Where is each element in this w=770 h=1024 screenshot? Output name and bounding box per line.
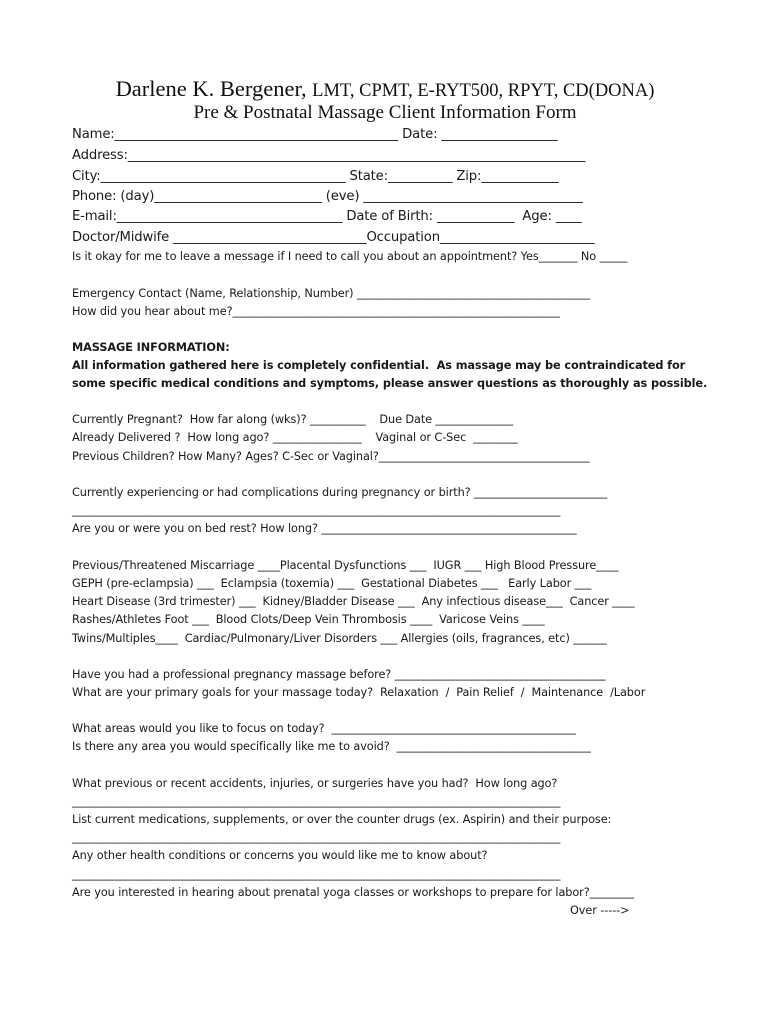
pregnancy-status-field[interactable]: Currently Pregnant? How far along (wks)? __________ Due Date ______________ [72, 413, 514, 426]
practitioner-credentials: LMT, CPMT, E-RYT500, RPYT, CD(DONA) [312, 81, 655, 101]
referral-source-field[interactable]: How did you hear about me?___________________________________________________________ [72, 305, 560, 318]
phone-field[interactable]: Phone: (day)__________________________ (eve) __________________________________ [72, 189, 583, 204]
injuries-answer-line[interactable]: ________________________________________________________________________________________ [72, 795, 561, 808]
emergency-contact-field[interactable]: Emergency Contact (Name, Relationship, Number) __________________________________________ [72, 287, 591, 300]
injuries-question: What previous or recent accidents, injuries, or surgeries have you had? How long ago? [72, 777, 558, 790]
prior-massage-field[interactable]: Have you had a professional pregnancy massage before? ______________________________________ [72, 668, 606, 681]
medications-question: List current medications, supplements, or over the counter drugs (ex. Aspirin) and their purpose: [72, 813, 612, 826]
confidentiality-note-2: some specific medical conditions and symptoms, please answer questions as thoroughly as possible. [72, 377, 708, 390]
confidentiality-note-1: All information gathered here is completely confidential. As massage may be contraindicated for [72, 359, 686, 372]
email-dob-age-field[interactable]: E-mail:___________________________________ Date of Birth: ____________ Age: ____ [72, 209, 582, 224]
practitioner-name [0, 76, 770, 102]
focus-areas-field[interactable]: What areas would you like to focus on today? ____________________________________________ [72, 722, 576, 735]
avoid-areas-field[interactable]: Is there any area you would specifically like me to avoid? ___________________________________ [72, 740, 591, 753]
massage-info-heading: MASSAGE INFORMATION: [72, 341, 230, 354]
form-title: Pre & Postnatal Massage Client Information Form [193, 102, 577, 123]
bed-rest-field[interactable]: Are you or were you on bed rest? How long? ______________________________________________ [72, 522, 577, 535]
delivery-status-field[interactable]: Already Delivered ? How long ago? ________________ Vaginal or C-Sec ________ [72, 431, 518, 444]
conditions-row[interactable]: Twins/Multiples____ Cardiac/Pulmonary/Liver Disorders ___ Allergies (oils, fragrances, etc) ______ [72, 632, 607, 645]
over-indicator: Over -----> [570, 904, 630, 917]
conditions-row[interactable]: Heart Disease (3rd trimester) ___ Kidney/Bladder Disease ___ Any infectious disease___ Cancer ____ [72, 595, 635, 608]
yoga-interest-field[interactable]: Are you interested in hearing about prenatal yoga classes or workshops to prepare for labor?________ [72, 886, 634, 899]
medications-answer-line[interactable]: ________________________________________________________________________________________ [72, 831, 561, 844]
city-state-zip-field[interactable]: City:______________________________________ State:__________ Zip:____________ [72, 169, 559, 184]
doctor-occupation-field[interactable]: Doctor/Midwife ______________________________Occupation________________________ [72, 230, 595, 245]
health-concerns-answer-line[interactable]: ________________________________________________________________________________________ [72, 868, 561, 881]
conditions-row[interactable]: Rashes/Athletes Foot ___ Blood Clots/Deep Vein Thrombosis ____ Varicose Veins ____ [72, 613, 545, 626]
complications-field[interactable]: Currently experiencing or had complications during pregnancy or birth? ________________________ [72, 486, 608, 499]
message-permission-field[interactable]: Is it okay for me to leave a message if I need to call you about an appointment? Yes_______ No _____ [72, 250, 628, 263]
practitioner-name-main: Darlene K. Bergener, [115, 76, 307, 101]
complications-extra-line[interactable]: ________________________________________________________________________________________ [72, 504, 561, 517]
massage-goals-field[interactable]: What are your primary goals for your massage today? Relaxation / Pain Relief / Maintenance /Labor [72, 686, 646, 699]
conditions-row[interactable]: Previous/Threatened Miscarriage ____Placental Dysfunctions ___ IUGR ___ High Blood Pressure____ [72, 559, 619, 572]
name-date-field[interactable]: Name:____________________________________________ Date: __________________ [72, 127, 558, 142]
address-field[interactable]: Address:_______________________________________________________________________ [72, 148, 586, 163]
health-concerns-question: Any other health conditions or concerns you would like me to know about? [72, 849, 488, 862]
conditions-row[interactable]: GEPH (pre-eclampsia) ___ Eclampsia (toxemia) ___ Gestational Diabetes ___ Early Labor ___ [72, 577, 592, 590]
previous-children-field[interactable]: Previous Children? How Many? Ages? C-Sec or Vaginal?______________________________________ [72, 450, 590, 463]
